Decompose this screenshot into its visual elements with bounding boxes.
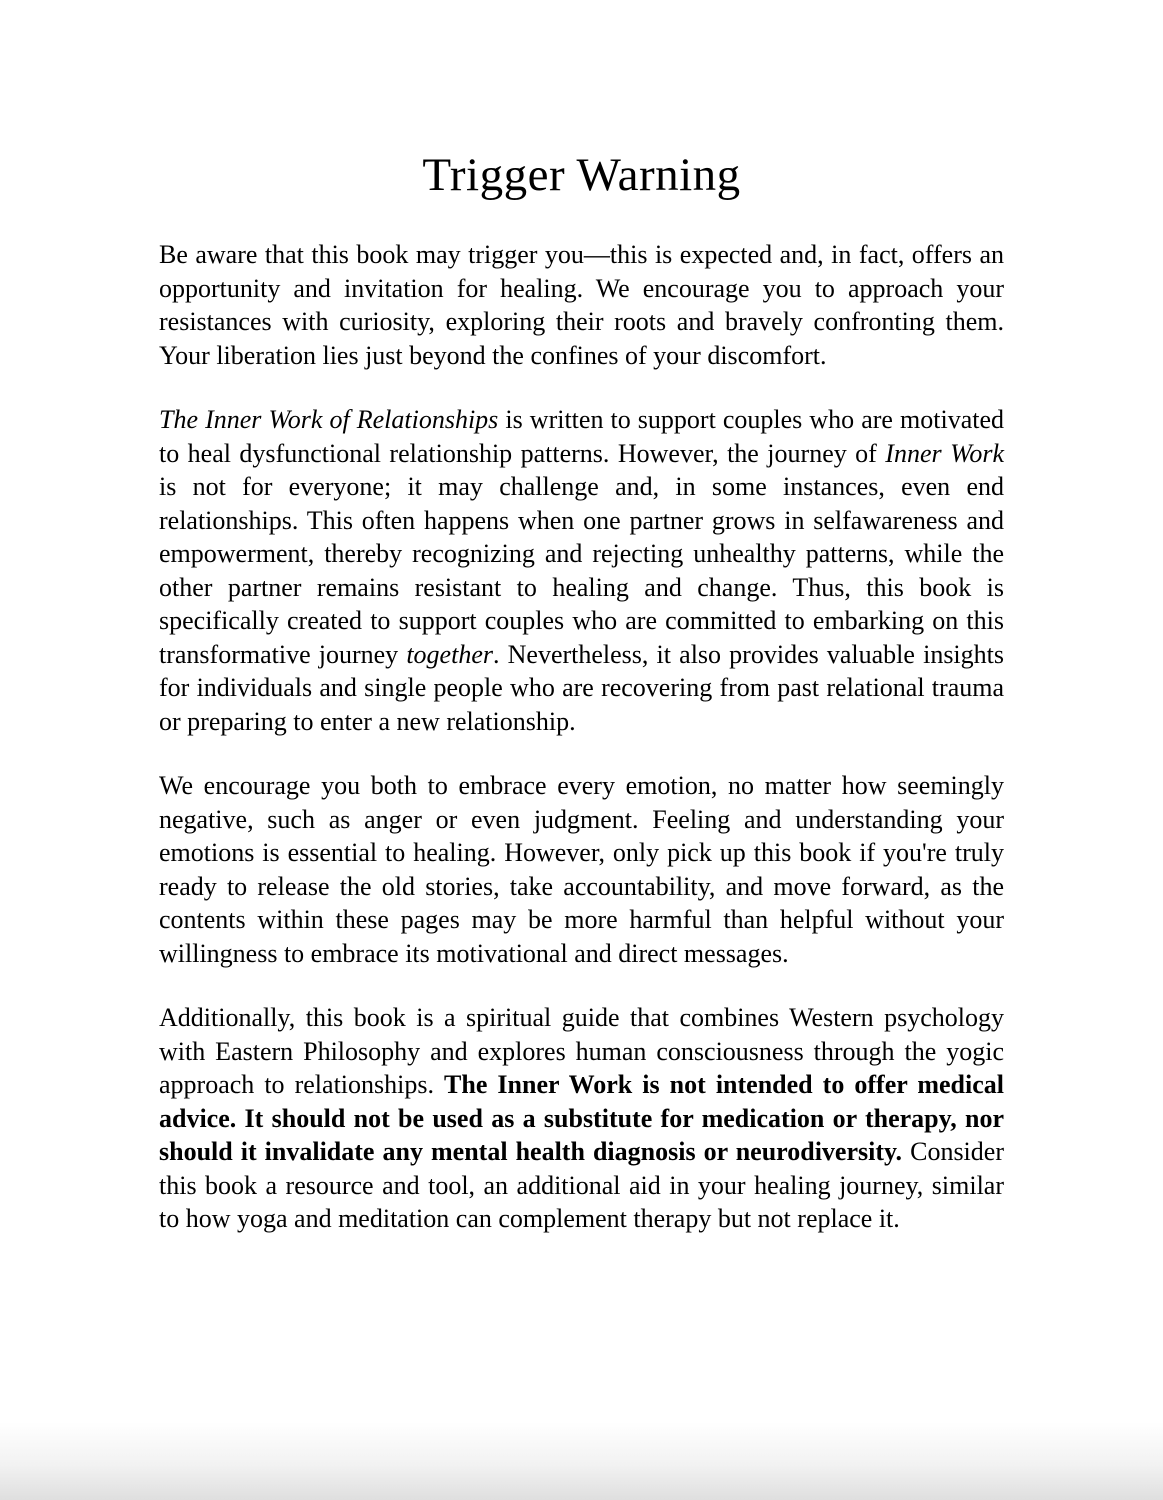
page-title: Trigger Warning <box>422 149 741 201</box>
paragraph <box>159 769 1004 970</box>
text-segment-normal: Additionally, this book is a spiritual guide that combines Western psychology with Eastern Philosophy and explores human consciousness through the yogic approach to relationships. <box>159 1003 1004 1099</box>
text-segment-normal: . Nevertheless, it also provides valuable insights for individuals and single people who are recovering from past relational trauma or preparing to enter a new relationship. <box>159 639 1004 736</box>
page-bottom-shade <box>0 1422 1163 1500</box>
text-segment-italic: The Inner Work of Relationships <box>159 405 499 434</box>
text-segment-normal: Consider this book a resource and tool, an additional aid in your healing journey, similar to how yoga and meditation can complement therapy but not replace it. <box>159 1137 1004 1233</box>
text-segment-bold: The Inner Work is not intended to offer medical advice. It should not be used as a substitute for medication or therapy, nor should it invalidate any mental health diagnosis or neurodiversity. <box>159 1070 1005 1166</box>
paragraph <box>159 1001 1004 1236</box>
text-segment-normal: is written to support couples who are motivated to heal dysfunctional relationship patterns. However, the journey of <box>159 405 1004 468</box>
text-segment-normal: is not for everyone; it may challenge and, in some instances, even end relationships. This often happens when one partner grows in selfawareness and empowerment, thereby recognizing and rejecting unhealthy patterns, while the other partner remains resistant to healing and change. Thus, this book is specifically created to support couples who are committed to embarking on this transformative journey <box>159 472 1004 669</box>
text-segment-normal: We encourage you both to embrace every emotion, no matter how seemingly negative, such as anger or even judgment. Feeling and understanding your emotions is essential to healing. However, only pick up this book if you're truly ready to release the old stories, take accountability, and move forward, as the contents within these pages may be more harmful than helpful without your willingness to embrace its motivational and direct messages. <box>159 771 1004 968</box>
paragraph <box>159 238 1004 372</box>
text-segment-normal: Be aware that this book may trigger you—this is expected and, in fact, offers an opportunity and invitation for healing. We encourage you to approach your resistances with curiosity, exploring their roots and bravely confronting them. Your liberation lies just beyond the confines of your discomfort. <box>159 240 1004 370</box>
paragraph <box>159 403 1004 738</box>
page-body <box>159 238 1004 1236</box>
text-segment-italic: Inner Work <box>885 438 1004 468</box>
text-segment-italic: together <box>406 639 493 669</box>
